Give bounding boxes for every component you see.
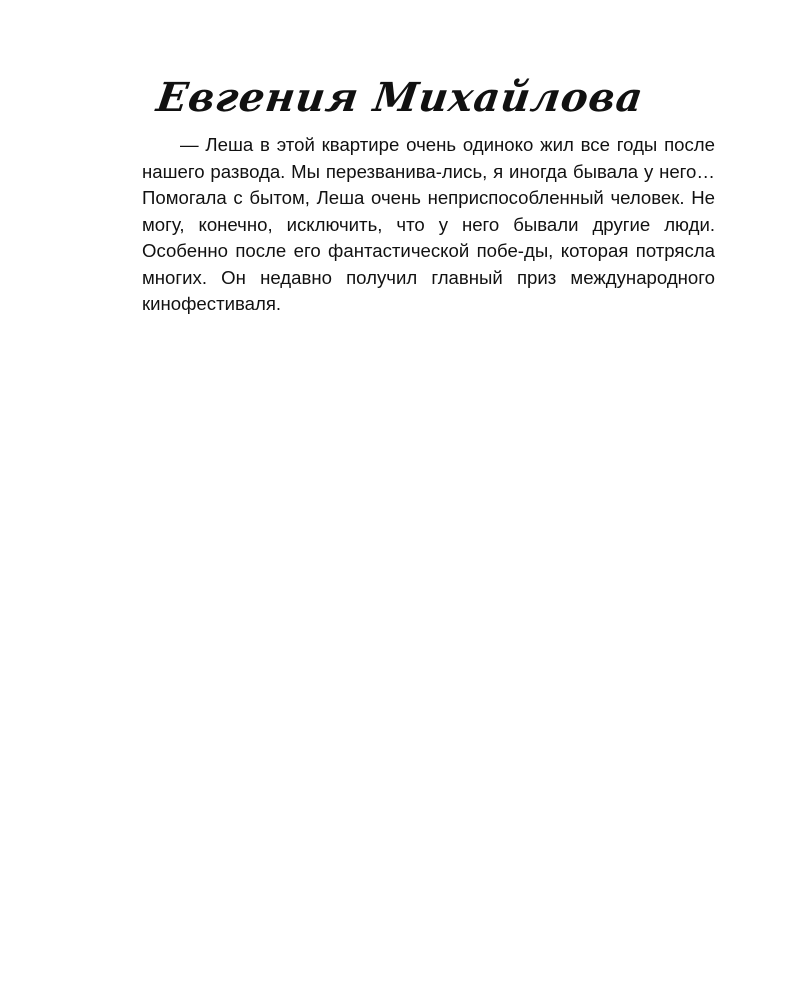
running-header xyxy=(0,58,800,138)
author-name-signature: Евгения Михайлова xyxy=(153,74,647,121)
paragraph: — Леша в этой квартире очень одиноко жил все годы после нашего развода. Мы перезванива-лись, я иногда бывала у него… Помогала с бытом, Леша очень неприспособленный человек. Не могу, конечно, исключить, что у него бывали другие люди. Особенно после его фантастической побе-ды, которая потрясла многих. Он недавно получил главный приз международного кинофестиваля. xyxy=(142,134,715,314)
body-text xyxy=(142,132,715,318)
